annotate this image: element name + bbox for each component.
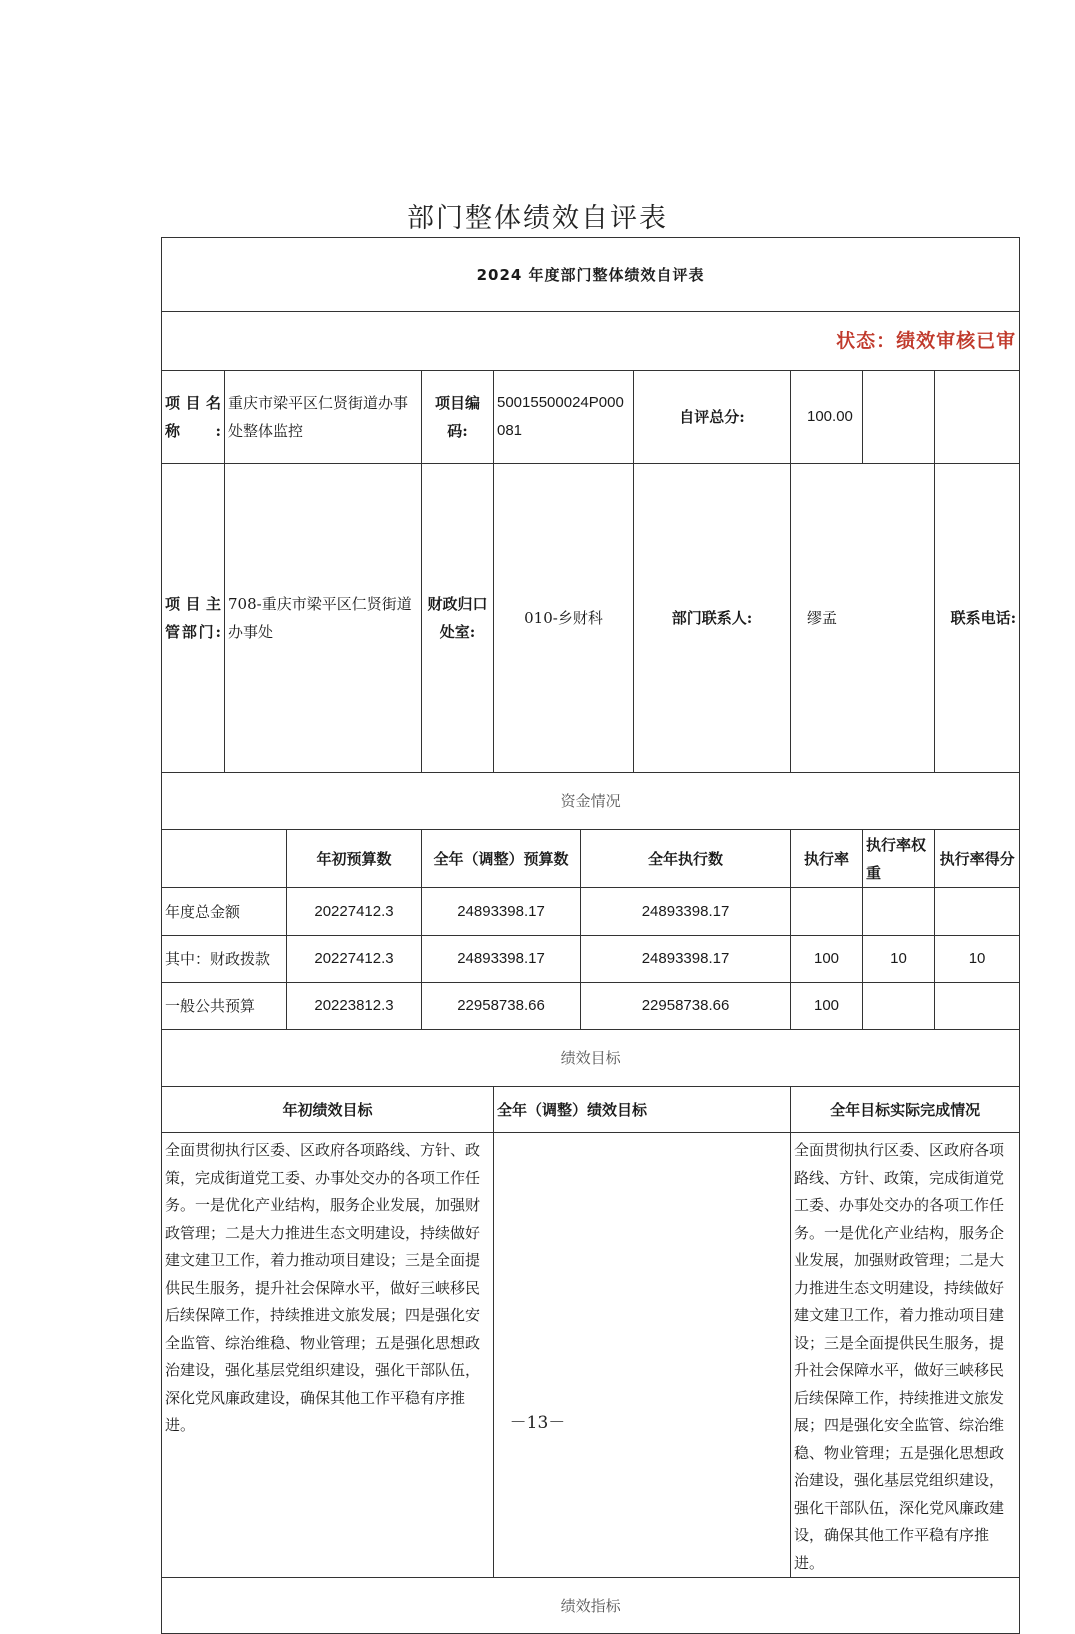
empty-cell [863, 371, 935, 464]
cell-weight [863, 888, 935, 936]
goals-section-header: 绩效目标 [162, 1030, 1020, 1087]
finance-office-value: 010-乡财科 [494, 464, 634, 773]
adjusted-goal-text [494, 1133, 791, 1578]
project-name-value: 重庆市梁平区仁贤街道办事处整体监控 [225, 371, 422, 464]
project-code-label: 项目编码: [422, 371, 494, 464]
page-number: －13－ [509, 1413, 566, 1433]
funds-header-score: 执行率得分 [935, 830, 1020, 888]
self-score-label-cell: 自评总分: [634, 371, 791, 464]
cell-initial: 20223812.3 [287, 983, 422, 1030]
cell-score: 10 [935, 936, 1020, 983]
status-row [162, 312, 1020, 371]
cell-executed: 22958738.66 [581, 983, 791, 1030]
actual-completion-text: 全面贯彻执行区委、区政府各项路线、方针、政策，完成街道党工委、办事处交办的各项工作任务。一是优化产业结构，服务企业发展，加强财政管理；二是大力推进生态文明建设，持续做好建文建卫工作，着力推动项目建设；三是全面提供民生服务，提升社会保障水平，做好三峡移民后续保障工作，持续推进文旅发展；四是强化安全监管、综治维稳、物业管理；五是强化思想政治建设，强化基层党组织建设，强化干部队伍，深化党风廉政建设，确保其他工作平稳有序推进。 [791, 1133, 1020, 1578]
goals-header-actual: 全年目标实际完成情况 [791, 1087, 1020, 1133]
cell-adjusted: 24893398.17 [422, 936, 581, 983]
table-row [162, 936, 1020, 983]
table-row [162, 983, 1020, 1030]
goals-header-adjusted: 全年（调整）绩效目标 [494, 1087, 791, 1133]
contact-label: 部门联系人: [634, 464, 791, 773]
funds-header-weight: 执行率权重 [863, 830, 935, 888]
row-label: 一般公共预算 [162, 983, 287, 1030]
cell-executed: 24893398.17 [581, 936, 791, 983]
cell-executed: 24893398.17 [581, 888, 791, 936]
cell-rate [791, 888, 863, 936]
funds-header-executed: 全年执行数 [581, 830, 791, 888]
project-code-value: 50015500024P000081 [494, 371, 634, 464]
dept-value: 708-重庆市梁平区仁贤街道办事处 [225, 464, 422, 773]
phone-label: 联系电话: [935, 464, 1020, 773]
self-score-value: 100.00 [791, 371, 863, 464]
funds-header-adjusted: 全年（调整）预算数 [422, 830, 581, 888]
goals-header-initial: 年初绩效目标 [162, 1087, 494, 1133]
finance-office-label: 财政归口处室: [422, 464, 494, 773]
cell-weight: 10 [863, 936, 935, 983]
status-text: 状态：绩效审核已审 [836, 329, 1017, 352]
contact-value: 缪孟 [791, 464, 935, 773]
cell-adjusted: 24893398.17 [422, 888, 581, 936]
dept-label: 项 目 主 管部门: [162, 464, 225, 773]
main-title: 2024 年度部门整体绩效自评表 [162, 238, 1020, 312]
cell-initial: 20227412.3 [287, 888, 422, 936]
table-row [162, 888, 1020, 936]
funds-section-header: 资金情况 [162, 773, 1020, 830]
initial-goal-text: 全面贯彻执行区委、区政府各项路线、方针、政策，完成街道党工委、办事处交办的各项工作任务。一是优化产业结构，服务企业发展，加强财政管理；二是大力推进生态文明建设，持续做好建文建卫工作，着力推动项目建设；三是全面提供民生服务，提升社会保障水平，做好三峡移民后续保障工作，持续推进文旅发展；四是强化安全监管、综治维稳、物业管理；五是强化思想政治建设，强化基层党组织建设，强化干部队伍，深化党风廉政建设，确保其他工作平稳有序推进。 [162, 1133, 494, 1578]
funds-header-initial: 年初预算数 [287, 830, 422, 888]
funds-header-rate: 执行率 [791, 830, 863, 888]
cell-rate: 100 [791, 936, 863, 983]
indicators-section-header: 绩效指标 [162, 1578, 1020, 1634]
document-title: 部门整体绩效自评表 [407, 203, 668, 234]
cell-score [935, 983, 1020, 1030]
cell-adjusted: 22958738.66 [422, 983, 581, 1030]
cell-initial: 20227412.3 [287, 936, 422, 983]
cell-score [935, 888, 1020, 936]
row-label: 年度总金额 [162, 888, 287, 936]
project-name-label: 项 目 名 称: [162, 371, 225, 464]
row-label: 其中：财政拨款 [162, 936, 287, 983]
cell-rate: 100 [791, 983, 863, 1030]
cell-weight [863, 983, 935, 1030]
funds-header-blank [162, 830, 287, 888]
empty-cell [935, 371, 1020, 464]
